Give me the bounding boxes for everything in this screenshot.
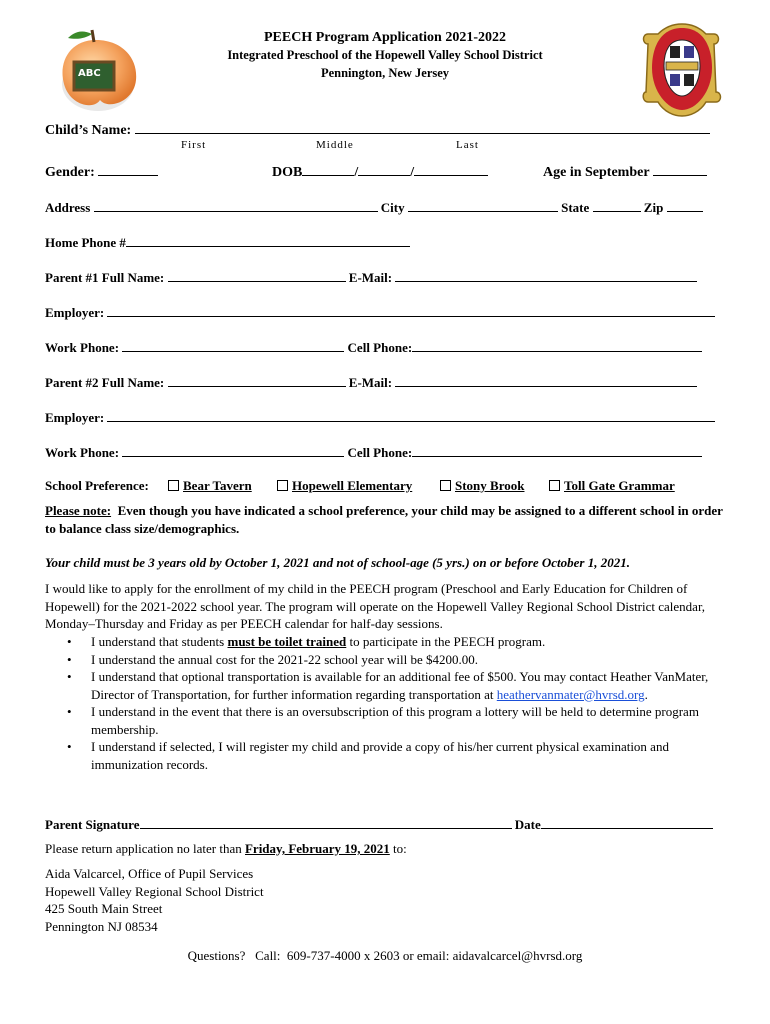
note-text: Even though you have indicated a school preference, your child may be assigned to a different school in order to balance class size/demographics. bbox=[45, 503, 723, 536]
work-phone2-label: Work Phone: bbox=[45, 445, 120, 460]
date-label: Date bbox=[514, 817, 541, 832]
transportation-email-link[interactable]: heathervanmater@hvrsd.org bbox=[496, 686, 645, 702]
child-name-field[interactable] bbox=[135, 120, 710, 134]
parent2-email-field[interactable] bbox=[395, 373, 697, 387]
parent2-email-label: E-Mail: bbox=[348, 375, 393, 390]
acknowledgement-list bbox=[45, 633, 725, 773]
state-label: State bbox=[561, 200, 590, 215]
signature-label: Parent Signature bbox=[45, 817, 140, 832]
page-subtitle: Integrated Preschool of the Hopewell Valley School District bbox=[227, 48, 543, 62]
list-item: • I understand that students must be toilet trained to participate in the PEECH program. bbox=[67, 634, 546, 649]
return-instruction: Please return application no later than Friday, February 19, 2021 to: bbox=[45, 841, 407, 856]
parent2-name-field[interactable] bbox=[168, 373, 346, 387]
placement-note bbox=[45, 502, 725, 537]
work-phone1-label: Work Phone: bbox=[45, 340, 120, 355]
checkbox-icon[interactable] bbox=[277, 480, 288, 491]
city-label: City bbox=[380, 200, 405, 215]
phones2-row bbox=[45, 443, 725, 463]
employer2-label: Employer: bbox=[45, 410, 105, 425]
gender-row bbox=[45, 162, 158, 181]
school-pref-label: School Preference: bbox=[45, 478, 149, 493]
age-field[interactable] bbox=[653, 162, 707, 176]
employer1-label: Employer: bbox=[45, 305, 105, 320]
parent1-email-field[interactable] bbox=[395, 268, 697, 282]
cell-phone1-label: Cell Phone: bbox=[347, 340, 413, 355]
page-location: Pennington, New Jersey bbox=[320, 66, 450, 80]
contact-line: 425 South Main Street bbox=[45, 901, 163, 916]
last-name-caption: Last bbox=[456, 139, 479, 151]
signature-row bbox=[45, 815, 730, 835]
phones1-row bbox=[45, 338, 725, 358]
address-field[interactable] bbox=[94, 198, 378, 212]
age-label: Age in September bbox=[543, 165, 650, 180]
cell-phone1-field[interactable] bbox=[412, 338, 702, 352]
parent1-name-label: Parent #1 Full Name: bbox=[45, 270, 165, 285]
contact-line: Hopewell Valley Regional School District bbox=[45, 883, 264, 899]
intro-paragraph: I would like to apply for the enrollment of my child in the PEECH program (Preschool and Early Education for Children of Hopewell) for the 2021-2022 school year. The program will operate on the Hopewell Valley Regional School District calendar, Monday–Thursday and Friday as per PEECH calendar for half-day sessions. bbox=[45, 581, 706, 631]
cell-phone2-field[interactable] bbox=[412, 443, 702, 457]
gender-field[interactable] bbox=[98, 162, 158, 176]
checkbox-icon[interactable] bbox=[549, 480, 560, 491]
zip-label: Zip bbox=[643, 200, 664, 215]
work-phone2-field[interactable] bbox=[122, 443, 344, 457]
middle-name-caption: Middle bbox=[316, 139, 354, 151]
employer1-field[interactable] bbox=[107, 303, 715, 317]
age-requirement: Your child must be 3 years old by October 1, 2021 and not of school-age (5 yrs.) on or before October 1, 2021. bbox=[45, 555, 630, 570]
contact-line: Aida Valcarcel, Office of Pupil Services bbox=[45, 866, 254, 881]
age-row bbox=[543, 162, 707, 181]
list-item: • I understand that optional transportation is available for an additional fee of $500. You may contact Heather VanMater, Director of Transportation, for further information regarding transportation at heathervanmater@hvrsd.org. bbox=[67, 669, 709, 702]
list-item: • I understand in the event that there is an oversubscription of this program a lottery will be held to determine program membership. bbox=[67, 704, 699, 737]
contact-address bbox=[45, 865, 725, 935]
date-field[interactable] bbox=[541, 815, 713, 829]
home-phone-label: Home Phone # bbox=[45, 235, 126, 250]
address-label: Address bbox=[45, 200, 91, 215]
dob-row: DOB / / bbox=[272, 162, 488, 181]
child-name-label: Child’s Name: bbox=[45, 123, 132, 138]
questions-line: Questions? Call: 609-737-4000 x 2603 or email: aidavalcarcel@hvrsd.org bbox=[187, 948, 583, 963]
dob-day-field[interactable] bbox=[358, 162, 410, 176]
home-phone-field[interactable] bbox=[126, 233, 410, 247]
parent1-row bbox=[45, 268, 725, 288]
parent1-email-label: E-Mail: bbox=[348, 270, 393, 285]
dob-year-field[interactable] bbox=[414, 162, 488, 176]
list-item: • I understand if selected, I will register my child and provide a copy of his/her current physical examination and immunization records. bbox=[67, 739, 669, 772]
dob-month-field[interactable] bbox=[302, 162, 354, 176]
checkbox-icon[interactable] bbox=[168, 480, 179, 491]
school-option-hopewell-elementary[interactable]: Hopewell Elementary bbox=[277, 478, 412, 494]
parent2-name-label: Parent #2 Full Name: bbox=[45, 375, 165, 390]
contact-line: Pennington NJ 08534 bbox=[45, 918, 158, 934]
child-name-row bbox=[45, 120, 725, 140]
cell-phone2-label: Cell Phone: bbox=[347, 445, 413, 460]
state-field[interactable] bbox=[593, 198, 641, 212]
parent1-name-field[interactable] bbox=[168, 268, 346, 282]
dob-label: DOB bbox=[272, 165, 303, 180]
checkbox-icon[interactable] bbox=[440, 480, 451, 491]
signature-field[interactable] bbox=[140, 815, 512, 829]
parent2-row bbox=[45, 373, 725, 393]
school-option-bear-tavern[interactable]: Bear Tavern bbox=[168, 478, 252, 494]
employer2-field[interactable] bbox=[107, 408, 715, 422]
logo-chalkboard-text: ABC bbox=[78, 68, 101, 79]
page-title: PEECH Program Application 2021-2022 bbox=[263, 30, 507, 45]
work-phone1-field[interactable] bbox=[122, 338, 344, 352]
note-label: Please note: bbox=[45, 503, 112, 518]
employer1-row bbox=[45, 303, 725, 323]
school-option-toll-gate[interactable]: Toll Gate Grammar bbox=[549, 478, 675, 494]
toilet-trained-emphasis: must be toilet trained bbox=[227, 634, 347, 649]
city-field[interactable] bbox=[408, 198, 558, 212]
gender-label: Gender: bbox=[45, 165, 95, 180]
first-name-caption: First bbox=[181, 139, 207, 151]
home-phone-row bbox=[45, 233, 725, 253]
employer2-row bbox=[45, 408, 725, 428]
zip-field[interactable] bbox=[667, 198, 703, 212]
list-item: • I understand the annual cost for the 2021-22 school year will be $4200.00. bbox=[67, 651, 479, 667]
deadline-date: Friday, February 19, 2021 bbox=[244, 841, 390, 856]
address-row bbox=[45, 198, 725, 218]
school-option-stony-brook[interactable]: Stony Brook bbox=[440, 478, 524, 494]
